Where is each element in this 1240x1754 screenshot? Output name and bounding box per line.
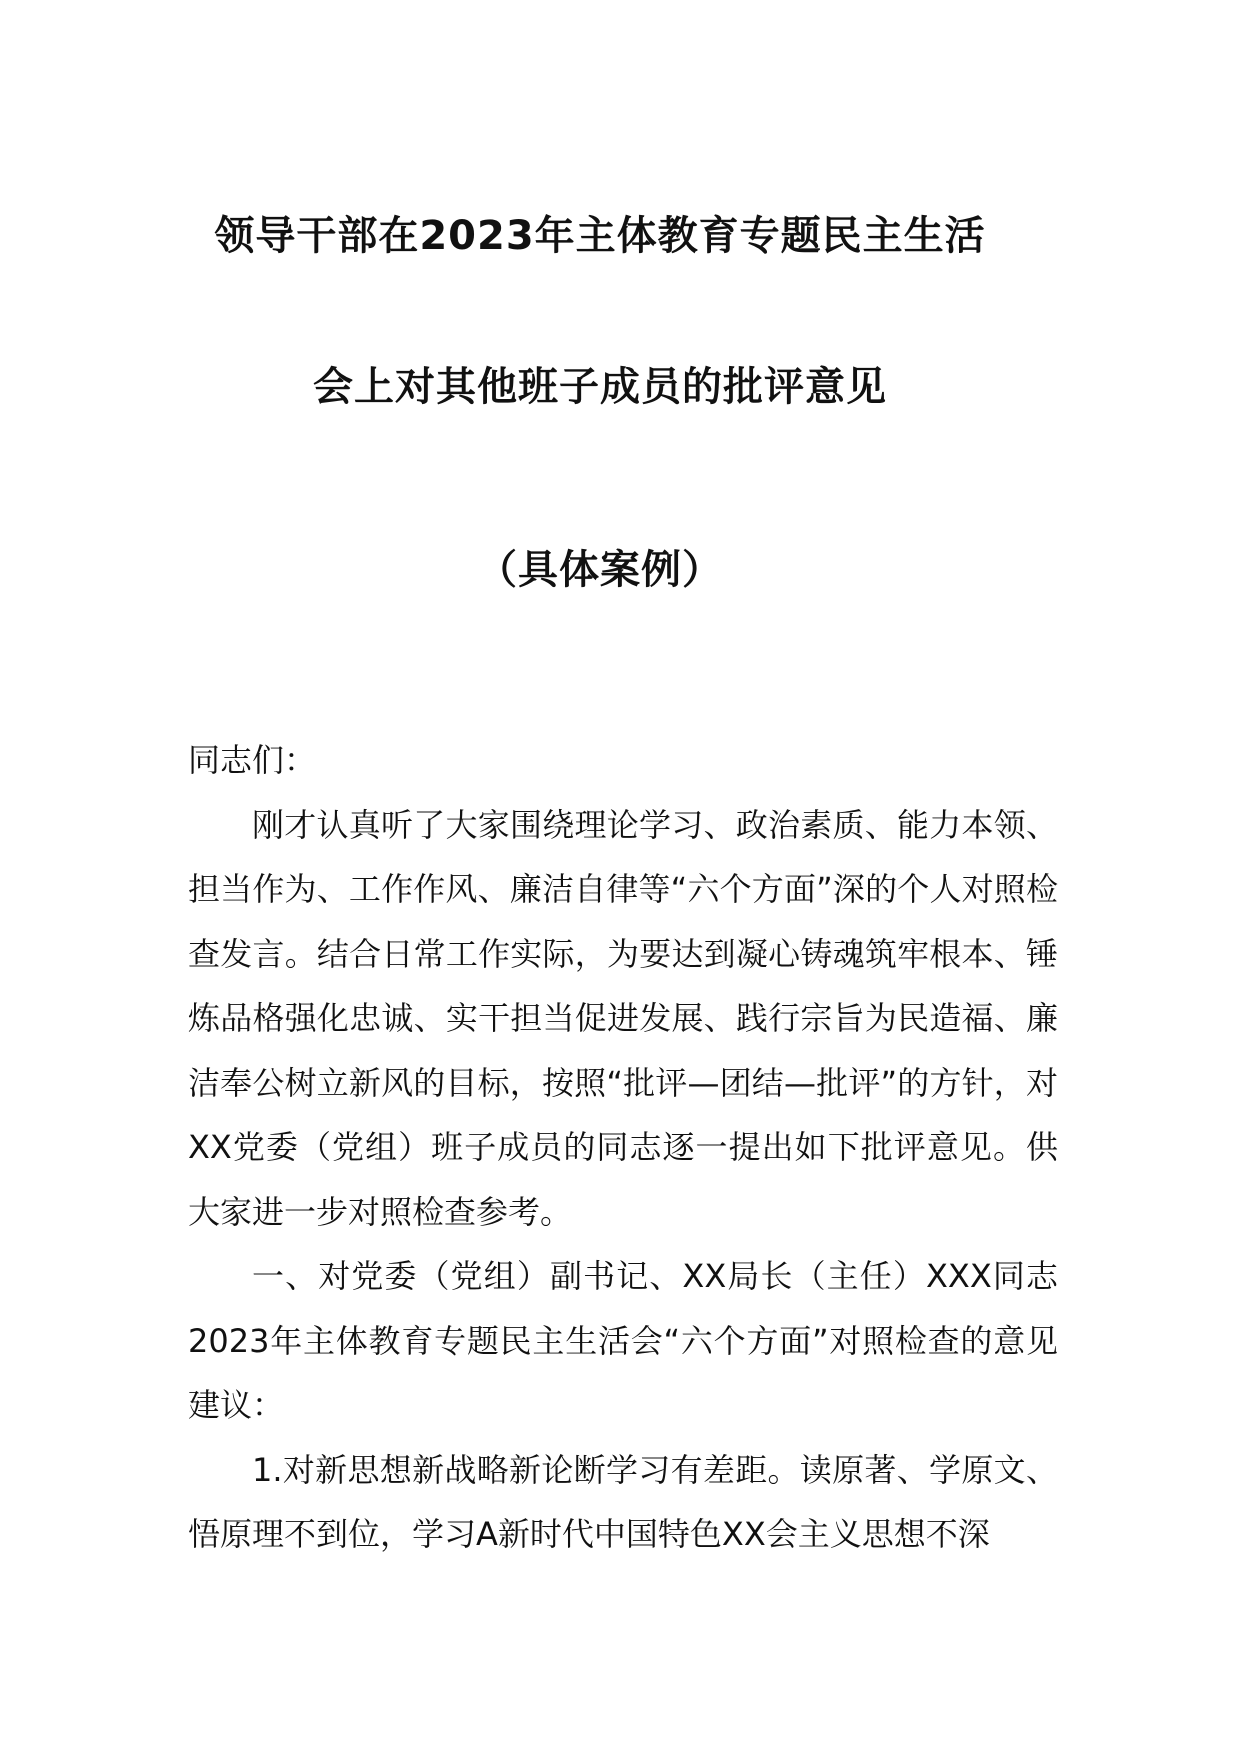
paragraph-intro: 刚才认真听了大家围绕理论学习、政治素质、能力本领、担当作为、工作作风、廉洁自律等“六个方面”深的个人对照检查发言。结合日常工作实际，为要达到凝心铸魂筑牢根本、锤炼品格强化忠诚、实干担当促进发展、践行宗旨为民造福、廉洁奉公树立新风的目标，按照“批评—团结—批评”的方针，对XX党委（党组）班子成员的同志逐一提出如下批评意见。供大家进一步对照检查参考。 — [188, 805, 1058, 1231]
document-title-line-2: 会上对其他班子成员的批评意见 — [313, 364, 887, 410]
paragraph-item-1: 1.对新思想新战略新论断学习有差距。读原著、学原文、悟原理不到位，学习A新时代中国特色XX会主义思想不深 — [188, 1450, 1058, 1553]
document-title-line-1: 领导干部在2023年主体教育专题民主生活 — [214, 213, 986, 259]
document-body — [188, 728, 1058, 1567]
document-subtitle: （具体案例） — [477, 547, 723, 593]
paragraph-section-heading: 一、对党委（党组）副书记、XX局长（主任）XXX同志2023年主体教育专题民主生活会“六个方面”对照检查的意见建议： — [188, 1257, 1058, 1424]
salutation: 同志们： — [188, 741, 317, 779]
